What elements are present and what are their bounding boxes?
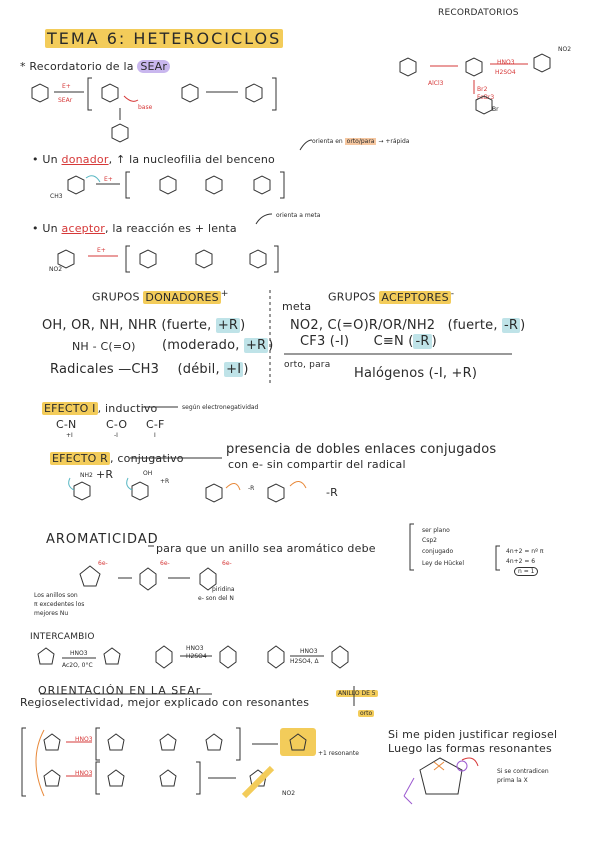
rec-reagent-h2so4: H2SO4 (495, 69, 516, 76)
intercambio-r3a: HNO3 (300, 648, 318, 655)
rec-ring-1 (400, 58, 416, 76)
acc-ring-2 (140, 250, 156, 268)
donador-note: orienta en orto/para → +rápida (312, 138, 410, 145)
arom-huckel-3: n = 1 (514, 567, 538, 576)
int-ring-5 (268, 646, 284, 668)
efecto-r-l1b: +R (96, 468, 114, 481)
don-ring-4 (254, 176, 270, 194)
don-ring-1 (68, 176, 84, 194)
arom-furan (80, 566, 100, 586)
aceptor-meta: meta (282, 300, 312, 313)
aceptor-orto-para: orto, para (284, 360, 331, 370)
anillo-box-sub: orto (360, 710, 373, 717)
efecto-r-l1: NH2 (80, 472, 93, 479)
arom-note-3: mejores Nu (34, 610, 69, 617)
arom-huckel-1: 4n+2 = nº π (506, 548, 544, 555)
aromaticidad-title: AROMATICIDAD (46, 532, 159, 547)
donador-row-2b: (moderado, +R ) (162, 338, 274, 353)
efecto-r-l3: -R (248, 485, 255, 492)
sear-ring-1 (32, 84, 48, 102)
acc-ring-1 (58, 250, 74, 268)
aceptor-reagent: E+ (97, 247, 106, 254)
arom-cond-1: ser plano (422, 527, 450, 534)
orient-reagent-2: HNO3 (75, 770, 93, 777)
efecto-i-pair-3: C-F (146, 418, 165, 431)
donador-row-2: NH - C(=O) (72, 340, 136, 353)
or-ring-4 (206, 734, 222, 750)
arom-piridina-1: piridina (212, 586, 235, 593)
aromaticidad-text: para que un anillo sea aromático debe (156, 542, 376, 555)
acc-ring-3 (196, 250, 212, 268)
donador-line: • Un donador, ↑ la nucleofilia del benceno (32, 153, 275, 166)
arom-e6-b: 6e- (160, 560, 170, 567)
intercambio-r2a: HNO3 (186, 645, 204, 652)
grupos-donadores-title: GRUPOS DONADORES + (92, 288, 229, 304)
rec-reagent-br2: Br2 (477, 86, 488, 93)
arom-cond-4: Ley de Hückel (422, 560, 465, 567)
don-ring-2 (160, 176, 176, 194)
efecto-i-sub-2: -I (114, 432, 118, 439)
efecto-r-l4: -R (326, 486, 339, 499)
efecto-r-note-1: presencia de dobles enlaces conjugados (226, 442, 497, 457)
efr-ring-2 (132, 482, 148, 500)
aceptor-sub: NO2 (49, 266, 63, 273)
arom-e6-a: 6e- (98, 560, 108, 567)
aceptor-row-1: NO2, C(=O)R/OR/NH2 (fuerte, -R ) (290, 318, 526, 333)
intercambio-r1b: Ac2O, 0°C (62, 662, 93, 669)
or-ring-5 (44, 770, 60, 786)
orient-side-2: prima la X (497, 777, 528, 784)
sear-ring-2 (102, 84, 118, 102)
efr-ring-1 (74, 482, 90, 500)
rec-reagent-alcl3: AlCl3 (428, 80, 444, 87)
or-ring-3 (160, 734, 176, 750)
orient-resonant: +1 resonante (318, 750, 359, 757)
rec-ring-3 (534, 54, 550, 72)
rec-reagent-febr3: FeBr3 (477, 94, 495, 101)
efecto-r-l2b: +R (160, 478, 170, 485)
intercambio-r2b: H2SO4 (186, 653, 207, 660)
efecto-r-l2: OH (143, 470, 153, 477)
orient-note-2: Luego las formas resonantes (388, 742, 552, 755)
orientacion-title: ORIENTACIÓN EN LA SEAr (38, 684, 202, 697)
arom-huckel-2: 4n+2 = 6 (506, 558, 536, 565)
efecto-i-note: según electronegatividad (182, 404, 259, 411)
anillo-box: ANILLO DE 5 (338, 690, 376, 697)
donador-sub: CH3 (50, 193, 63, 200)
grupos-aceptores-title: GRUPOS ACEPTORES - (328, 288, 455, 304)
arom-cond-3: conjugado (422, 548, 454, 555)
efecto-i-sub-3: I (154, 432, 156, 439)
donador-row-3: Radicales —CH3 (débil, +I ) (50, 362, 249, 377)
orient-note-1: Si me piden justificar regiosel (388, 728, 558, 741)
rec-reagent-hno3: HNO3 (497, 59, 515, 66)
recordatorios-title: RECORDATORIOS (438, 8, 519, 18)
aceptor-line: • Un aceptor, la reacción es + lenta (32, 222, 237, 235)
arom-benzene (140, 568, 156, 590)
don-ring-3 (206, 176, 222, 194)
sear-e-label: E+ (62, 83, 71, 90)
or-ring-6 (108, 770, 124, 786)
intercambio-r1a: HNO3 (70, 650, 88, 657)
efr-ring-4 (268, 484, 284, 502)
efecto-i-pair-2: C-O (106, 418, 128, 431)
int-ring-3 (156, 646, 172, 668)
or-ring-7 (160, 770, 176, 786)
sear-ring-4 (246, 84, 262, 102)
donador-row-1: OH, OR, NH, NHR (fuerte, +R ) (42, 318, 246, 333)
donador-reagent: E+ (104, 176, 113, 183)
or-ring-1 (44, 734, 60, 750)
orient-reagent-1: HNO3 (75, 736, 93, 743)
int-ring-1 (38, 648, 54, 664)
sear-base-label: base (138, 104, 153, 111)
acc-ring-4 (250, 250, 266, 268)
arom-note-1: Los anillos son (34, 592, 78, 599)
efecto-r-note-2: con e- sin compartir del radical (228, 458, 406, 471)
orient-side-1: Si se contradicen (497, 768, 549, 775)
efr-ring-3 (206, 484, 222, 502)
sear-ring-3 (182, 84, 198, 102)
orient-no2: NO2 (282, 790, 296, 797)
rec-br: Br (492, 106, 499, 113)
arom-cond-2: Csp2 (422, 537, 437, 544)
intercambio-title: INTERCAMBIO (30, 632, 95, 642)
efecto-r-line: EFECTO R , conjugativo (52, 452, 184, 465)
rec-ring-2 (466, 58, 482, 76)
aceptor-row-2: CF3 (-I) C≡N ( -R ) (300, 334, 437, 349)
sear-label: * Recordatorio de la SEAr (20, 60, 170, 73)
aceptor-note: orienta a meta (276, 212, 321, 219)
sear-ring-5 (112, 124, 128, 142)
page-title: TEMA 6: HETEROCICLOS (47, 29, 282, 48)
aceptor-row-3: Halógenos (-I, +R) (354, 366, 478, 381)
efecto-i-line: EFECTO I , inductivo (44, 402, 158, 415)
or-big-ring (420, 758, 462, 794)
int-ring-2 (104, 648, 120, 664)
arom-piridina-2: e- son del N (198, 595, 234, 602)
arom-e6-c: 6e- (222, 560, 232, 567)
int-ring-4 (220, 646, 236, 668)
rec-ring-4 (476, 94, 495, 114)
efecto-i-pair-1: C-N (56, 418, 77, 431)
efecto-i-sub-1: +I (66, 432, 73, 439)
arom-pyridine (200, 568, 216, 590)
or-ring-2 (108, 734, 124, 750)
arom-note-2: π excedentes los (34, 601, 85, 608)
sear-sear-label: SEAr (58, 97, 73, 104)
orientacion-text: Regioselectividad, mejor explicado con resonantes (20, 696, 310, 709)
intercambio-r3b: H2SO4, Δ (290, 658, 319, 665)
rec-no2: NO2 (558, 46, 572, 53)
int-ring-6 (332, 646, 348, 668)
